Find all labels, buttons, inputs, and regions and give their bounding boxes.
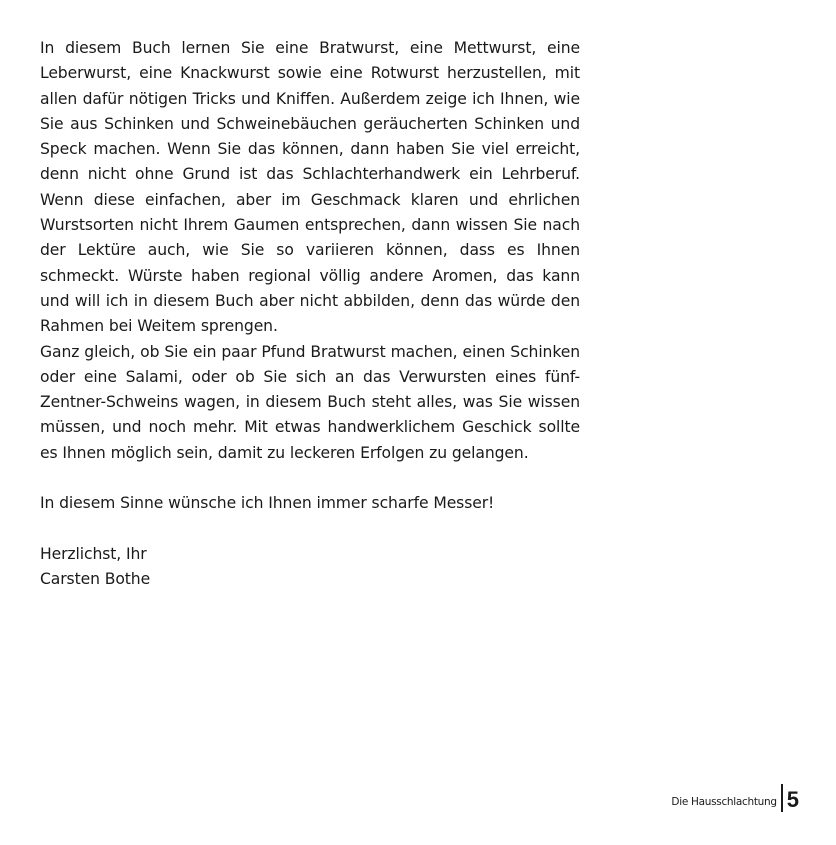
footer-divider: [781, 784, 783, 812]
page-footer: [671, 781, 799, 813]
page-number: 5: [786, 787, 799, 812]
body-text: [40, 36, 580, 593]
paragraph-wish: In diesem Sinne wünsche ich Ihnen immer scharfe Messer!: [40, 494, 495, 513]
paragraph-intro: In diesem Buch lernen Sie eine Bratwurst, eine Mettwurst, eine Leberwurst, eine Knackwurst sowie eine Rotwurst herzustellen, mit allen dafür nötigen Tricks und Kniffen. Außerdem zeige ich Ihnen, wie Sie aus Schinken und Schweinebäuchen geräucherten Schinken und Speck machen. Wenn Sie das können, dann haben Sie viel erreicht, denn nicht ohne Grund ist das Schlachterhandwerk ein Lehrberuf. Wenn diese einfachen, aber im Geschmack klaren und ehrlichen Wurstsorten nicht Ihrem Gaumen entsprechen, dann wissen Sie nach der Lektüre auch, wie Sie so variieren können, dass es Ihnen schmeckt. Würste haben regional völlig andere Aromen, das kann und will ich in diesem Buch aber nicht abbilden, denn das würde den Rahmen bei Weitem sprengen.: [40, 39, 580, 336]
signature-author: Carsten Bothe: [40, 570, 151, 589]
paragraph-scope: Ganz gleich, ob Sie ein paar Pfund Bratwurst machen, einen Schinken oder eine Salami, oder ob Sie sich an das Verwursten eines fünf-Zentner-Schweins wagen, in diesem Buch steht alles, was Sie wissen müssen, und noch mehr. Mit etwas handwerklichem Geschick sollte es Ihnen möglich sein, damit zu leckeren Erfolgen zu gelangen.: [40, 342, 580, 462]
running-footer-title: Die Hausschlachtung: [671, 796, 777, 808]
signature: [40, 542, 580, 593]
signature-closing: Herzlichst, Ihr: [40, 544, 147, 563]
